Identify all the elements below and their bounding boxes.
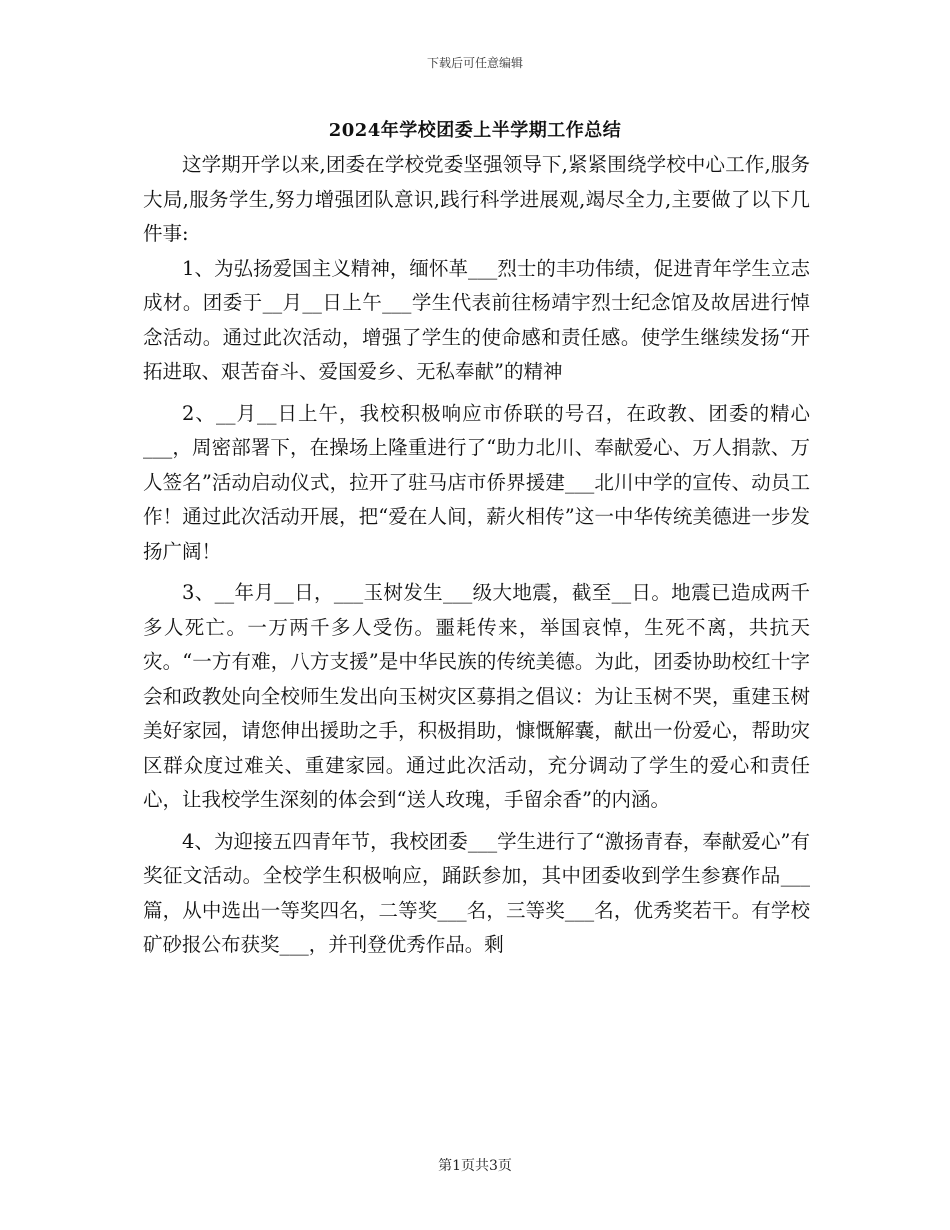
page-header: 下载后可任意编辑 xyxy=(426,56,523,70)
document-title: 2024年学校团委上半学期工作总结 xyxy=(328,120,622,141)
document-body xyxy=(143,148,810,963)
paragraph-4: 4、为迎接五四青年节，我校团委___学生进行了“激扬青春，奉献爱心”有奖征文活动。全校学生积极响应，踊跃参加，其中团委收到学生参赛作品___篇，从中选出一等奖四名，二等奖___名，三等奖___名，优秀奖若干。有学校矿砂报公布获奖___，并刊登优秀作品。剩 xyxy=(143,829,810,956)
paragraph-2: 2、__月__日上午，我校积极响应市侨联的号召，在政教、团委的精心___，周密部署下，在操场上隆重进行了“助力北川、奉献爱心、万人捐款、万人签名”活动启动仪式，拉开了驻马店市侨界援建___北川中学的宣传、动员工作！通过此次活动开展，把“爱在人间，薪火相传”这一中华传统美德进一步发扬广阔！ xyxy=(143,401,810,563)
paragraph-3: 3、__年月__日，___玉树发生___级大地震，截至__日。地震已造成两千多人死亡。一万两千多人受伤。噩耗传来，举国哀悼，生死不离，共抗天灾。“一方有难，八方支援”是中华民族的传统美德。为此，团委协助校红十字会和政教处向全校师生发出向玉树灾区募捐之倡议：为让玉树不哭，重建玉树美好家园，请您伸出援助之手，积极捐助，慷慨解囊，献出一份爱心，帮助灾区群众度过难关、重建家园。通过此次活动，充分调动了学生的爱心和责任心，让我校学生深刻的体会到“送人玫瑰，手留余香”的内涵。 xyxy=(143,581,810,811)
paragraph-1: 1、为弘扬爱国主义精神，缅怀革___烈士的丰功伟绩，促进青年学生立志成材。团委于__月__日上午___学生代表前往杨靖宇烈士纪念馆及故居进行悼念活动。通过此次活动，增强了学生的使命感和责任感。使学生继续发扬“开拓进取、艰苦奋斗、爱国爱乡、无私奉献”的精神 xyxy=(143,256,810,383)
paragraph-intro: 这学期开学以来,团委在学校党委坚强领导下,紧紧围绕学校中心工作,服务大局,服务学生,努力增强团队意识,践行科学进展观,竭尽全力,主要做了以下几件事: xyxy=(143,153,810,245)
page-footer: 第1页共3页 xyxy=(438,1158,512,1174)
